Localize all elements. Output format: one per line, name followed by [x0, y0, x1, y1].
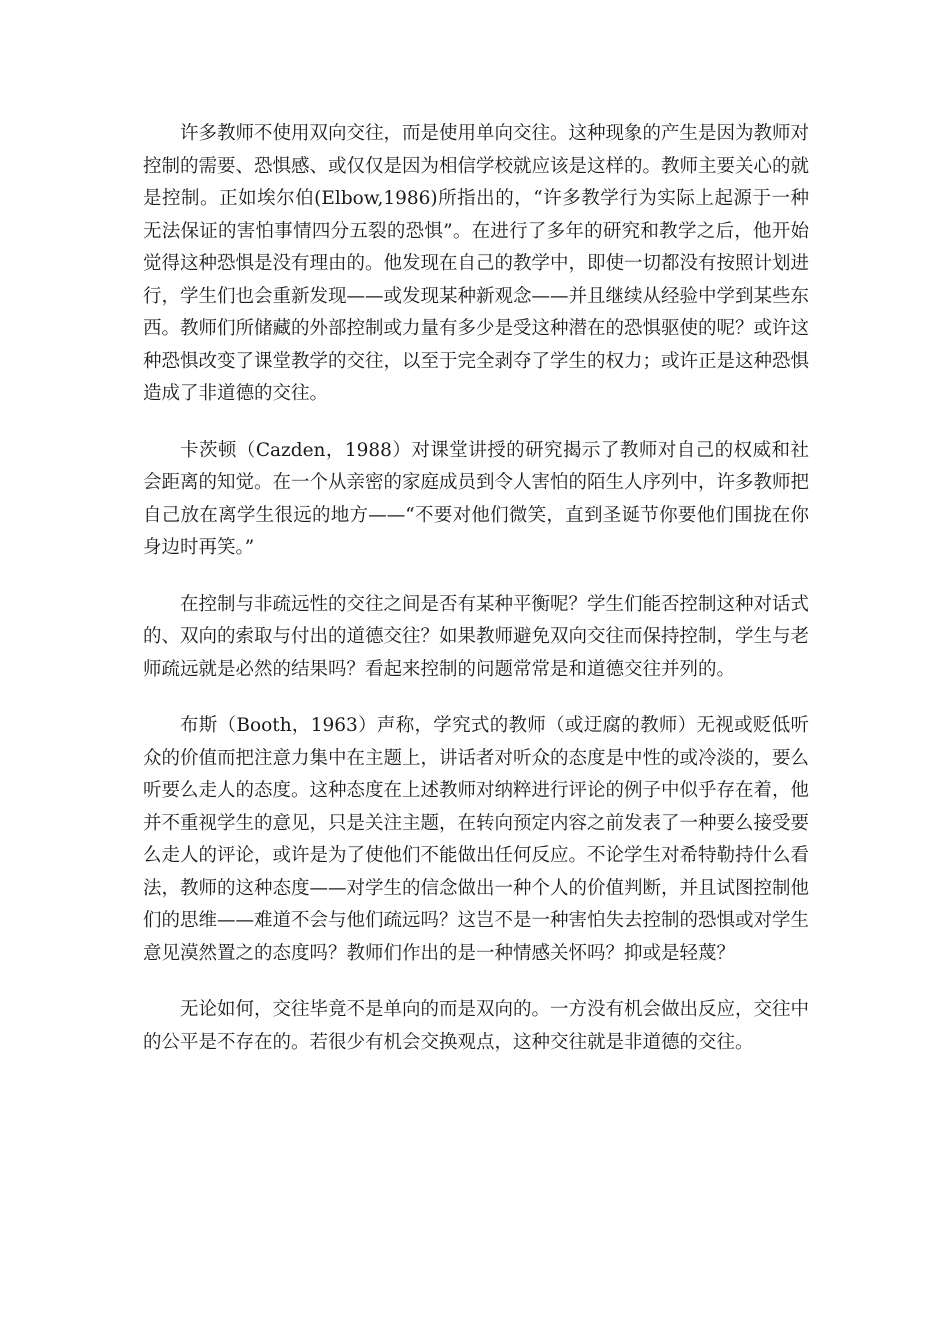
paragraph-4: 布斯（Booth，1963）声称，学究式的教师（或迂腐的教师）无视或贬低听众的价值而把注意力集中在主题上，讲话者对听众的态度是中性的或冷淡的，要么听要么走人的态度。这种态度在上述教师对纳粹进行评论的例子中似乎存在着，他并不重视学生的意见，只是关注主题，在转向预定内容之前发表了一种要么接受要么走人的评论，或许是为了使他们不能做出任何反应。不论学生对希特勒持什么看法，教师的这种态度——对学生的信念做出一种个人的价值判断，并且试图控制他们的思维——难道不会与他们疏远吗？这岂不是一种害怕失去控制的恐惧或对学生意见漠然置之的态度吗？教师们作出的是一种情感关怀吗？抑或是轻蔑？	[143, 715, 810, 964]
paragraph-3: 在控制与非疏远性的交往之间是否有某种平衡呢？学生们能否控制这种对话式的、双向的索取与付出的道德交往？如果教师避免双向交往而保持控制，学生与老师疏远就是必然的结果吗？看起来控制的问题常常是和道德交往并列的。	[143, 593, 810, 680]
paragraph-5: 无论如何，交往毕竟不是单向的而是双向的。一方没有机会做出反应，交往中的公平是不存在的。若很少有机会交换观点，这种交往就是非道德的交往。	[143, 999, 810, 1053]
document-page	[143, 118, 809, 1083]
paragraph-1: 许多教师不使用双向交往，而是使用单向交往。这种现象的产生是因为教师对控制的需要、恐惧感、或仅仅是因为相信学校就应该是这样的。教师主要关心的就是控制。正如埃尔伯(Elbow,1986)所指出的，“许多教学行为实际上起源于一种无法保证的害怕事情四分五裂的恐惧”。在进行了多年的研究和教学之后，他开始觉得这种恐惧是没有理由的。他发现在自己的教学中，即使一切都没有按照计划进行，学生们也会重新发现——或发现某种新观念——并且继续从经验中学到某些东西。教师们所储藏的外部控制或力量有多少是受这种潜在的恐惧驱使的呢？或许这种恐惧改变了课堂教学的交往，以至于完全剥夺了学生的权力；或许正是这种恐惧造成了非道德的交往。	[143, 123, 810, 404]
paragraph-2: 卡茨顿（Cazden，1988）对课堂讲授的研究揭示了教师对自己的权威和社会距离的知觉。在一个从亲密的家庭成员到令人害怕的陌生人序列中，许多教师把自己放在离学生很远的地方——“不要对他们微笑，直到圣诞节你要他们围拢在你身边时再笑。”	[143, 439, 810, 558]
